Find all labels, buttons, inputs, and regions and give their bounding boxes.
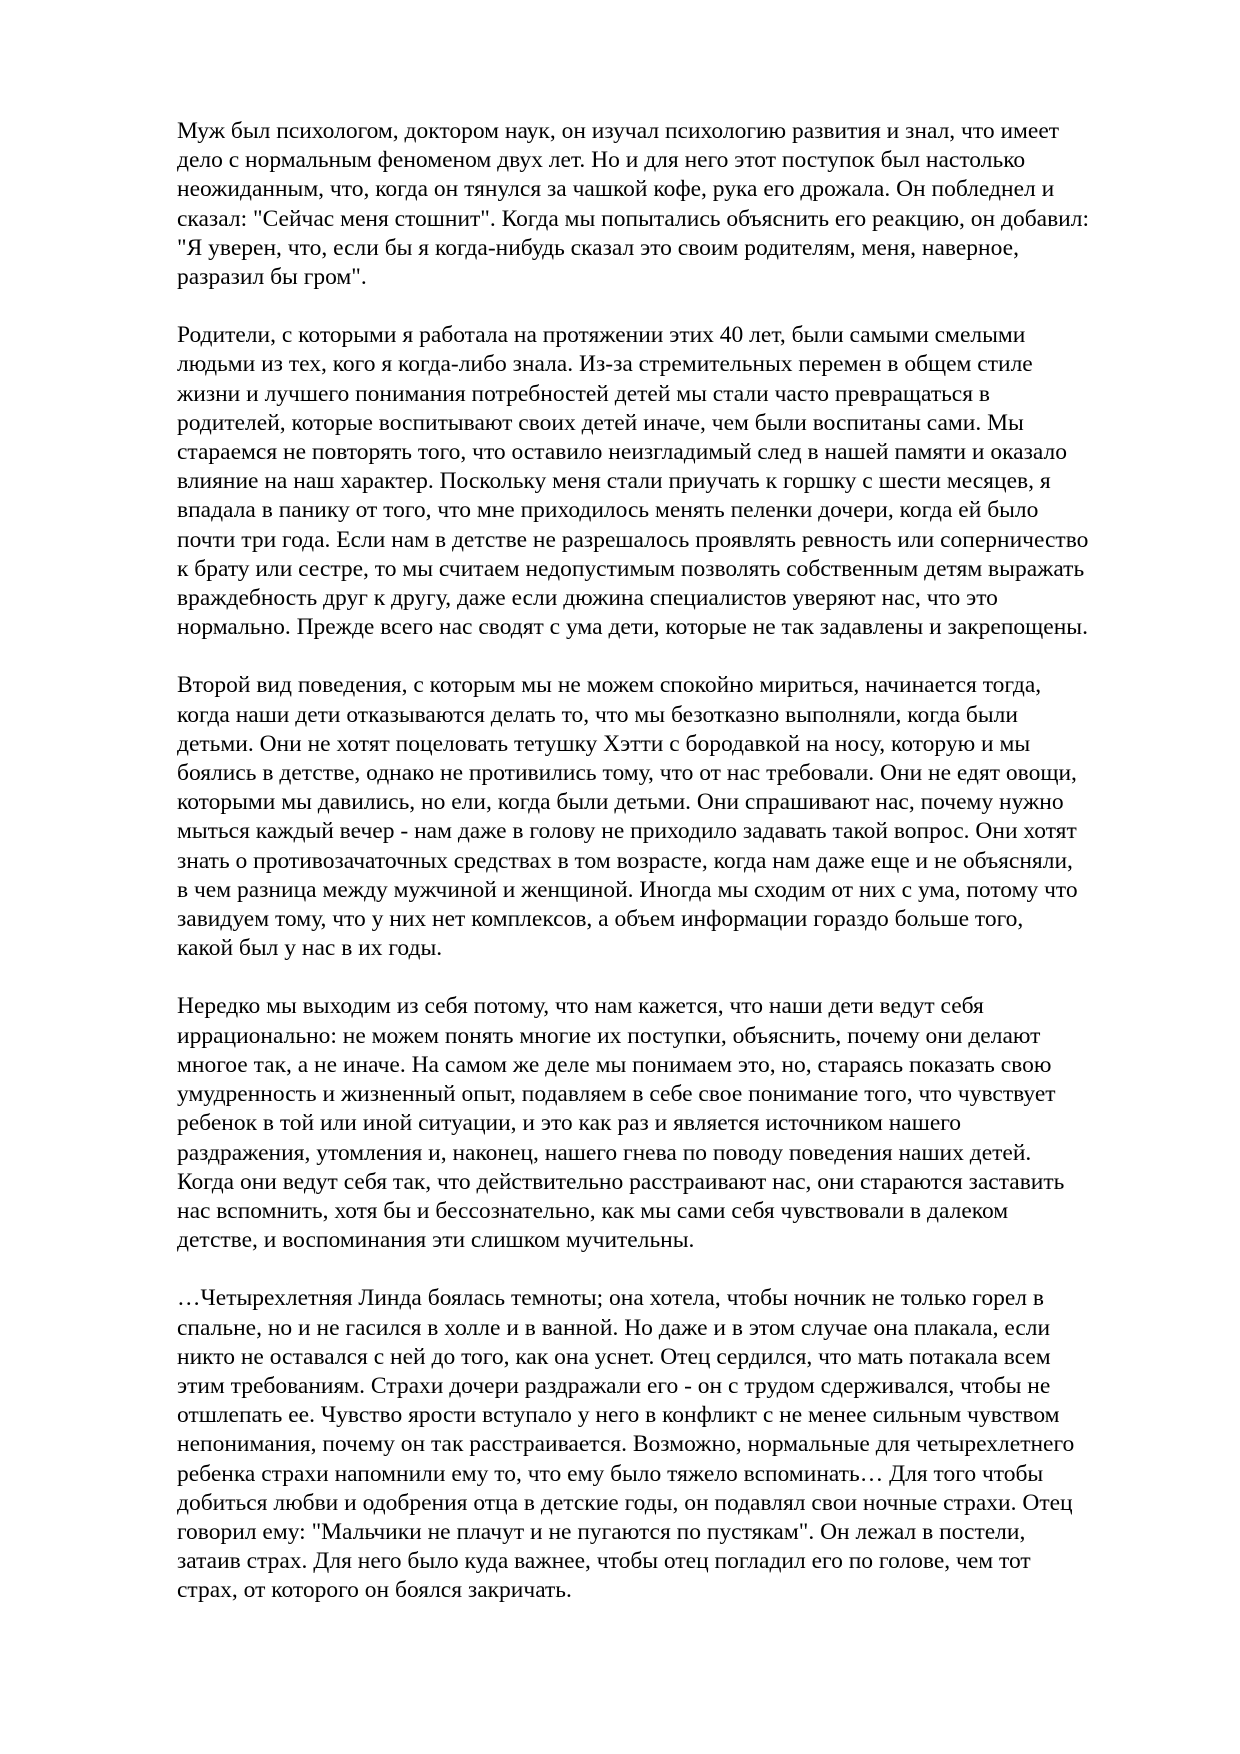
paragraph-3 — [177, 671, 1147, 963]
text-line: непонимания, почему он так расстраивается. Возможно, нормальные для четырехлетнего — [177, 1431, 1075, 1458]
document-body — [177, 117, 1147, 1635]
text-line: Второй вид поведения, с которым мы не можем спокойно мириться, начинается тогда, — [177, 672, 1042, 699]
text-line: нормально. Прежде всего нас сводят с ума дети, которые не так задавлены и закрепощены. — [177, 614, 1088, 641]
text-line: ребенок в той или иной ситуации, и это как раз и является источником нашего — [177, 1110, 962, 1137]
text-line: никто не оставался с ней до того, как она уснет. Отец сердился, что мать потакала всем — [177, 1343, 1051, 1370]
text-line: впадала в панику от того, что мне приходилось менять пеленки дочери, когда ей было — [177, 497, 1039, 524]
text-line: почти три года. Если нам в детстве не разрешалось проявлять ревность или соперничество — [177, 526, 1089, 553]
text-line: которыми мы давились, но ели, когда были детьми. Они спрашивают нас, почему нужно — [177, 789, 1064, 816]
text-line: стараемся не повторять того, что оставило неизгладимый след в нашей памяти и оказало — [177, 439, 1067, 466]
text-line: враждебность друг к другу, даже если дюжина специалистов уверяют нас, что это — [177, 585, 998, 612]
text-line: дело с нормальным феноменом двух лет. Но и для него этот поступок был настолько — [177, 147, 1026, 174]
text-line: разразил бы гром". — [177, 264, 367, 291]
text-line: знать о противозачаточных средствах в том возрасте, когда нам даже еще и не объясняли, — [177, 847, 1073, 874]
text-line: иррационально: не можем понять многие их поступки, объяснить, почему они делают — [177, 1022, 1041, 1049]
text-line: мыться каждый вечер - нам даже в голову не приходило задавать такой вопрос. Они хотят — [177, 818, 1077, 845]
text-line: …Четырехлетняя Линда боялась темноты; она хотела, чтобы ночник не только горел в — [177, 1285, 1044, 1312]
paragraph-2 — [177, 321, 1147, 642]
text-line: к брату или сестре, то мы считаем недопустимым позволять собственным детям выражать — [177, 555, 1085, 582]
text-line: добиться любви и одобрения отца в детские годы, он подавлял свои ночные страхи. Отец — [177, 1489, 1073, 1516]
text-line: влияние на наш характер. Поскольку меня стали приучать к горшку с шести месяцев, я — [177, 468, 1051, 495]
text-line: завидуем тому, что у них нет комплексов, а объем информации гораздо больше того, — [177, 906, 1024, 933]
text-line: ребенка страхи напомнили ему то, что ему было тяжело вспоминать… Для того чтобы — [177, 1460, 1044, 1487]
paragraph-4 — [177, 992, 1147, 1255]
text-line: людьми из тех, кого я когда-либо знала. Из-за стремительных перемен в общем стиле — [177, 351, 1033, 378]
text-line: родителей, которые воспитывают своих детей иначе, чем были воспитаны сами. Мы — [177, 409, 1024, 436]
text-line: Муж был психологом, доктором наук, он изучал психологию развития и знал, что имеет — [177, 118, 1060, 144]
paragraph-5 — [177, 1284, 1147, 1605]
text-line: нас вспомнить, хотя бы и бессознательно, как мы сами себя чувствовали в далеком — [177, 1197, 1009, 1224]
text-line: затаив страх. Для него было куда важнее, чтобы отец погладил его по голове, чем тот — [177, 1548, 1031, 1575]
text-line: этим требованиям. Страхи дочери раздражали его - он с трудом сдерживался, чтобы не — [177, 1372, 1051, 1399]
text-line: страх, от которого он боялся закричать. — [177, 1577, 572, 1604]
text-line: жизни и лучшего понимания потребностей детей мы стали часто превращаться в — [177, 380, 991, 407]
text-line: умудренность и жизненный опыт, подавляем в себе свое понимание того, что чувствует — [177, 1081, 1056, 1108]
text-line: неожиданным, что, когда он тянулся за чашкой кофе, рука его дрожала. Он побледнел и — [177, 176, 1055, 203]
text-line: спальне, но и не гасился в холле и в ванной. Но даже и в этом случае она плакала, если — [177, 1314, 1051, 1341]
text-line: "Я уверен, что, если бы я когда-нибудь сказал это своим родителям, меня, наверное, — [177, 234, 1019, 261]
text-line: Родители, с которыми я работала на протяжении этих 40 лет, были самыми смелыми — [177, 322, 1026, 349]
text-line: отшлепать ее. Чувство ярости вступало у него в конфликт с не менее сильным чувством — [177, 1402, 1060, 1429]
paragraph-1 — [177, 117, 1147, 292]
text-line: говорил ему: "Мальчики не плачут и не пугаются по пустякам". Он лежал в постели, — [177, 1518, 1026, 1545]
text-line: боялись в детстве, однако не противились тому, что от нас требовали. Они не едят овощи, — [177, 760, 1077, 787]
text-line: какой был у нас в их годы. — [177, 935, 443, 962]
text-line: в чем разница между мужчиной и женщиной. Иногда мы сходим от них с ума, потому что — [177, 876, 1078, 903]
text-line: Когда они ведут себя так, что действительно расстраивают нас, они стараются заставить — [177, 1168, 1065, 1195]
text-line: раздражения, утомления и, наконец, нашего гнева по поводу поведения наших детей. — [177, 1139, 1032, 1166]
text-line: многое так, а не иначе. На самом же деле мы понимаем это, но, стараясь показать свою — [177, 1051, 1052, 1078]
text-line: сказал: "Сейчас меня стошнит". Когда мы попытались объяснить его реакцию, он добавил: — [177, 205, 1090, 232]
text-line: когда наши дети отказываются делать то, что мы безотказно выполняли, когда были — [177, 701, 1018, 728]
text-line: детстве, и воспоминания эти слишком мучительны. — [177, 1227, 695, 1254]
text-line: детьми. Они не хотят поцеловать тетушку Хэтти с бородавкой на носу, которую и мы — [177, 730, 1031, 757]
text-line: Нередко мы выходим из себя потому, что нам кажется, что наши дети ведут себя — [177, 993, 984, 1020]
